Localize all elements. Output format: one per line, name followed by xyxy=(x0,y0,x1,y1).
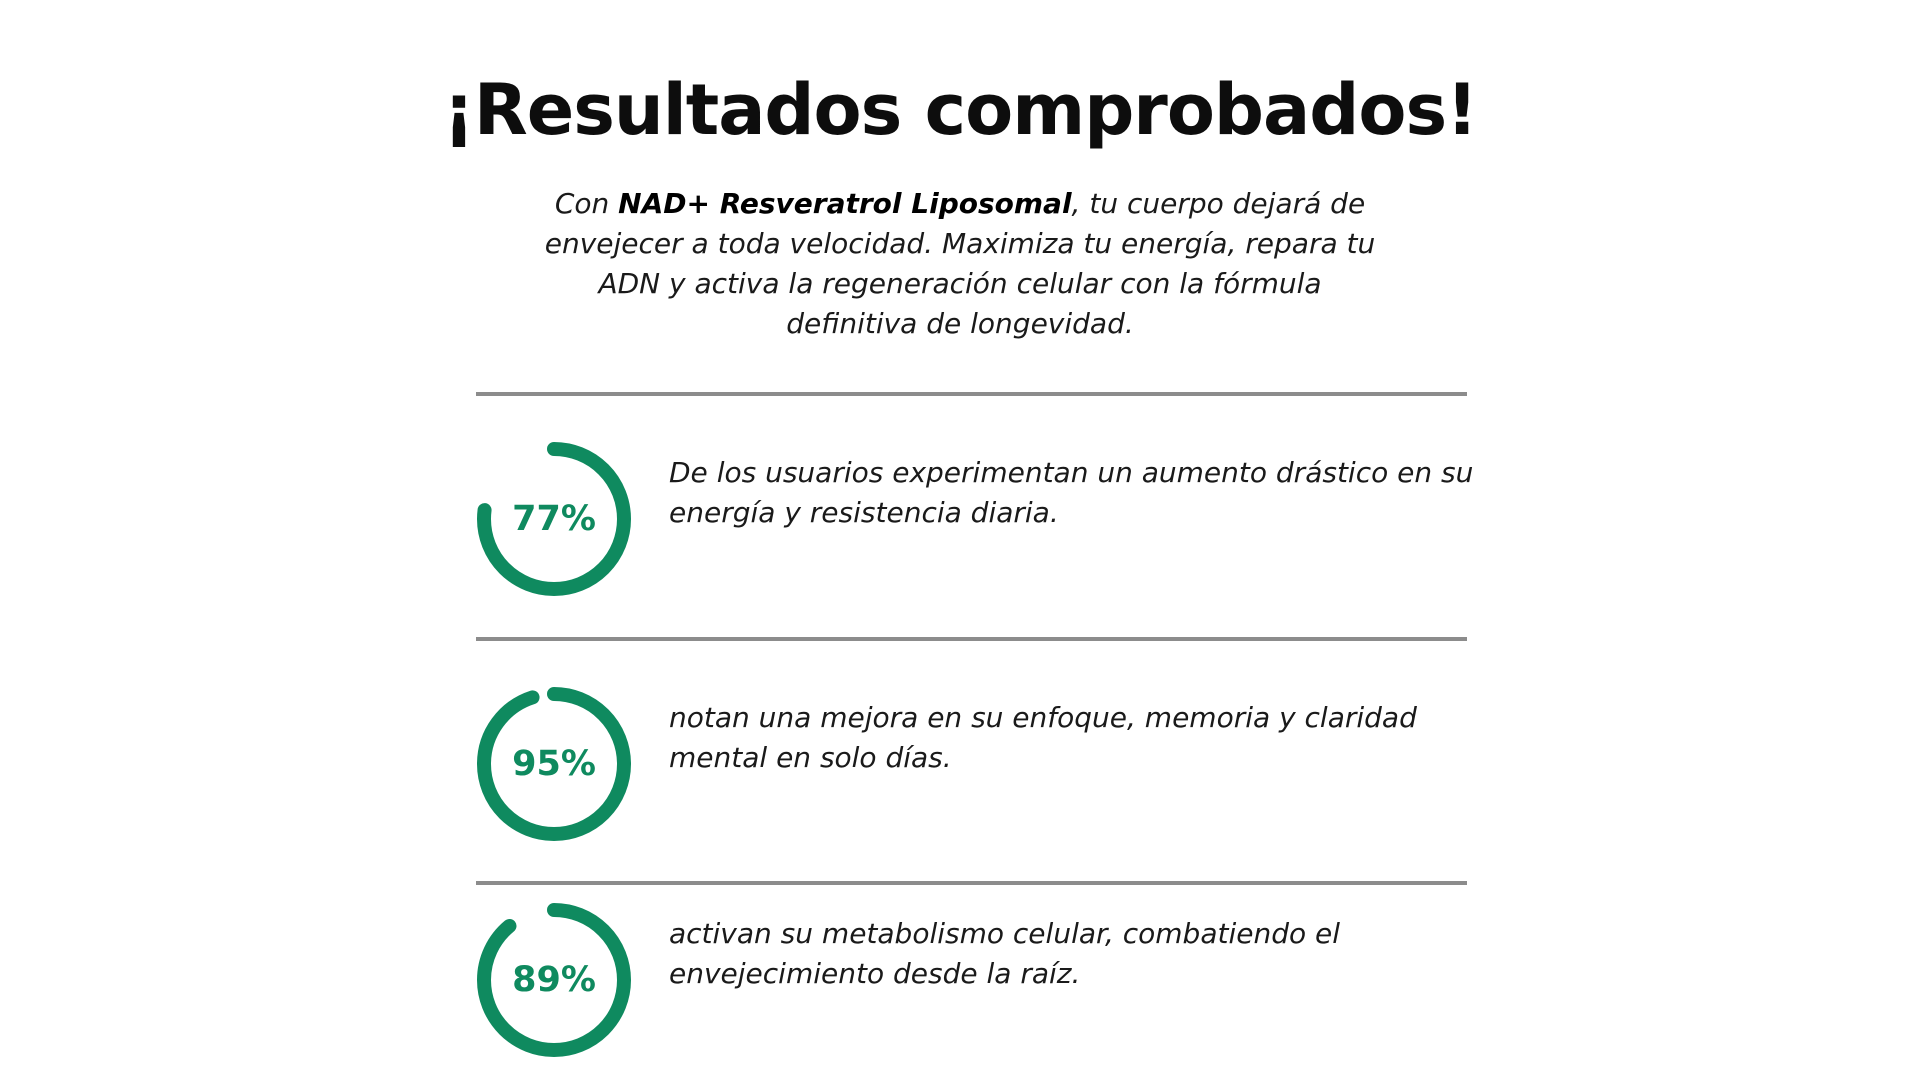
progress-ring xyxy=(476,902,632,1058)
progress-ring xyxy=(476,686,632,842)
stat-row-energy xyxy=(476,441,1476,601)
stat-percentage: 77% xyxy=(512,499,596,539)
page-title: ¡Resultados comprobados! xyxy=(442,69,1478,151)
progress-ring xyxy=(476,441,632,597)
divider-bottom xyxy=(476,881,1467,885)
stat-percentage: 89% xyxy=(512,960,596,1000)
stat-row-metabolism xyxy=(476,902,1476,1062)
stat-percentage: 95% xyxy=(512,744,596,784)
intro-suffix: , tu cuerpo dejará de envejecer a toda velocidad. Maximiza tu energía, repara tu ADN y activa la regeneración celular con la fórmula definitiva de longevidad. xyxy=(544,187,1376,340)
intro-prefix: Con xyxy=(554,187,619,220)
stat-row-focus xyxy=(476,686,1476,846)
stat-description: notan una mejora en su enfoque, memoria y claridad mental en solo días. xyxy=(669,701,1417,774)
product-name: NAD+ Resveratrol Liposomal xyxy=(618,187,1072,220)
divider-middle xyxy=(476,637,1467,641)
stat-description: activan su metabolismo celular, combatiendo el envejecimiento desde la raíz. xyxy=(669,917,1341,990)
divider-top xyxy=(476,392,1467,396)
intro-paragraph xyxy=(535,184,1385,344)
stat-description: De los usuarios experimentan un aumento drástico en su energía y resistencia diaria. xyxy=(669,456,1474,529)
